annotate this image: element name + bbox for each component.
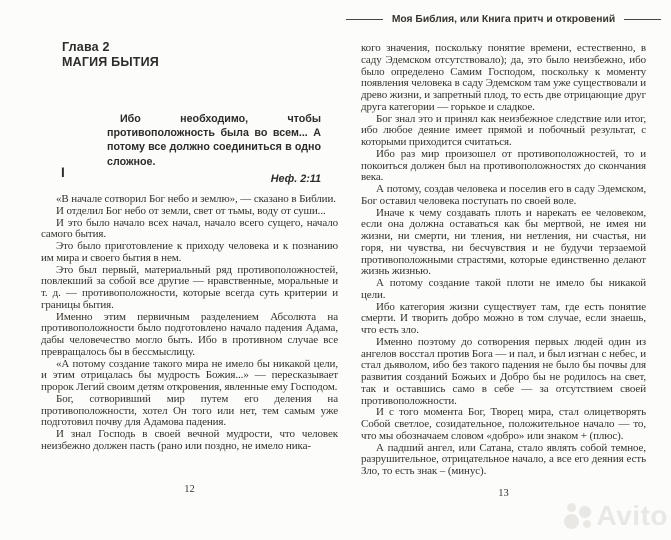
chapter-heading [62, 40, 159, 69]
section-number: I [61, 165, 65, 180]
paragraph: Бог, сотворивший мир путем его деления на противоположности, хотел Он того или нет, тем самым уже подготовил почву для Адамова падения. [41, 392, 338, 429]
paragraph: А потому создание такой плоти не имело бы никакой цели. [361, 277, 646, 301]
avito-logo-icon [564, 499, 594, 533]
running-head-text: Моя Библия, или Книга притч и откровений [391, 14, 616, 25]
epigraph-source: Неф. 2:11 [270, 172, 321, 185]
watermark-text: Avito [596, 500, 668, 531]
page-number-left: 12 [184, 484, 195, 495]
paragraph: И с того момента Бог, Творец мира, стал олицетворять Собой светлое, созидательное, положительное начало — то, что мы обозначаем словом «добро» или знаком + (плюс). [361, 406, 646, 442]
epigraph-text: Ибо необходимо, чтобы противоположность была во всем... А потому все должно соединиться в одно сложное. [107, 113, 321, 168]
paragraph: Ибо категория жизни существует там, где есть понятие смерти. И творить добро можно в том случае, если знаешь, что есть зло. [361, 300, 646, 336]
paragraph: А потому, создав человека и поселив его в саду Эдемском, Бог оставил человека поступать по своей воле. [361, 183, 646, 207]
paragraph: Это было приготовление к приходу человека и к познанию им мира и своего бытия в нем. [41, 240, 338, 264]
paragraph: И отделил Бог небо от земли, свет от тьмы, воду от суши... [56, 204, 326, 217]
left-page [41, 0, 338, 540]
paragraph: Ибо раз мир произошел от противоположностей, то и покоиться должен был на противоположностях до скончания века. [361, 147, 646, 184]
chapter-title: МАГИЯ БЫТИЯ [62, 54, 159, 69]
right-page-body [361, 43, 646, 478]
paragraph: Иначе к чему создавать плоть и нарекать ее человеком, если она должна оставаться как бы мертвой, не имея ни жизни, ни смерти, ни тления, ни нетления, ни счастья, ни горя, ни чувства, ни бесчувствия и не будучи терзаемой противоположными страстями, которые единственно делают жизнь жизнью. [361, 206, 646, 278]
chapter-label: Глава 2 [62, 40, 110, 54]
paragraph: «А потому создание такого мира не имело бы никакой цели, и этим отрицалась бы мудрость Божия...» — пересказывает пророк Легий своим детям откровения, явленные ему Господом. [41, 357, 338, 393]
paragraph: И знал Господь в своей вечной мудрости, что человек неизбежно должен пасть (рано или поздно, не имело ника- [41, 428, 338, 452]
paragraph: Это был первый, материальный ряд противоположностей, повлекший за собой все другие — нравственные, моральные и т. д. — противоположности, которые всегда суть критерии и границы бытия. [41, 263, 338, 311]
paragraph: Именно этим первичным разделением Абсолюта на противоположности было подготовлено начало падения Адама, дабы человечество могло быть. Ибо в противном случае все превращалось бы в бессмыслицу. [41, 310, 338, 358]
header-rule-right [624, 19, 661, 20]
paragraph: кого значения, поскольку понятие времени, естественно, в саду Эдемском отсутствовало); да, это было неизбежно, ибо было определено Самим Господом, поскольку к моменту появления человека в саду Эдемском там уже существовали и древо жизни, и запретный плод, то есть две отрицающие друг друга категории — горькое и сладкое. [361, 42, 646, 113]
right-page [361, 0, 646, 540]
left-page-body [41, 194, 338, 453]
paragraph: Именно поэтому до сотворения первых людей один из ангелов восстал против Бога — и пал, и был изгнан с небес, и стал дьяволом, ибо без такого падения не было бы почвы для развития созданий Божьих и Добро бы не родилось на свет, так и оставшись само в себе — за отсутствием своей противоположности. [361, 335, 646, 407]
running-head [355, 14, 652, 25]
paragraph: И это было начало всех начал, начало всего сущего, начало самого бытия. [41, 216, 338, 241]
avito-watermark [564, 499, 668, 533]
paragraph: «В начале сотворил Бог небо и землю», — сказано в Библии. [56, 193, 336, 205]
paragraph: А падший ангел, или Сатана, стало являть собой темное, разрушительное, отрицательное начало, а все его деяния есть Зло, то есть знак – (минус). [361, 441, 646, 477]
paragraph: Бог знал это и принял как неизбежное следствие или итог, ибо любое деяние имеет прямой и побочный результат, с которыми приходится считаться. [361, 112, 646, 148]
epigraph [107, 112, 321, 186]
page-number-right: 13 [498, 488, 509, 499]
header-rule-left [346, 19, 383, 20]
